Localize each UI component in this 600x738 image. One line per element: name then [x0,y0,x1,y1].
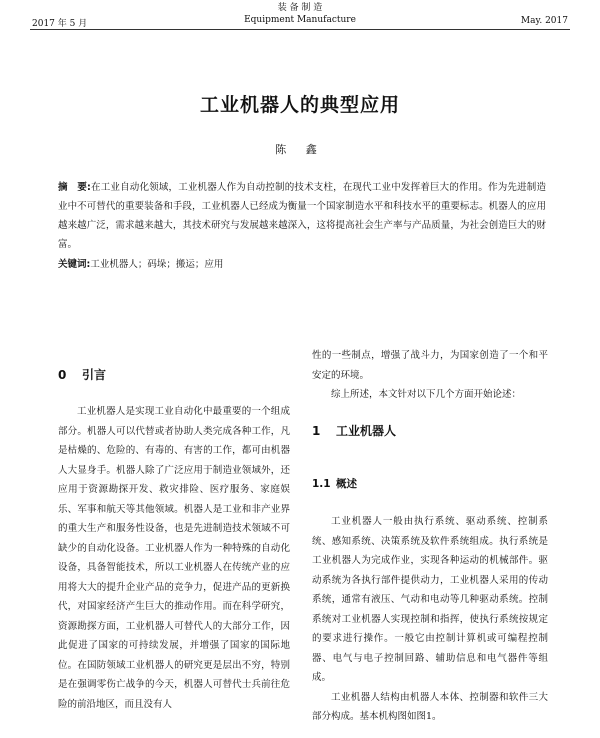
journal-header-center [0,2,600,26]
paragraph: 工业机器人是实现工业自动化中最重要的一个组成部分。机器人可以代替或者协助人类完成各种工作，凡是枯燥的、危险的、有毒的、有害的工作，都可由机器人大显身手。机器人除了广泛应用于制造业领域外，还应用于资源勘探开发、救灾排险、医疗服务、家庭娱乐、军事和航天等其他领域。机器人是工业和非产业界的重大生产和服务性设备，也是先进制造技术领域不可缺少的自动化设备。工业机器人作为一种特殊的自动化设备，具备智能技术，所以工业机器人在传统产业的应用将大大的提升企业产品的竞争力，促进产品的更新换代，对国家经济产生巨大的推动作用。而在科学研究，资源勘探方面，工业机器人可替代人的大部分工作，因此促进了国家的可持续发展，并增强了国家的国际地位。在国防领域工业机器人的研究更是层出不穷，特别是在强调零伤亡战争的今天，机器人可替代士兵前往危险的前沿地区，而且没有人 [58,406,290,710]
right-column-body [312,512,548,727]
abstract-label: 摘 要: [58,182,91,193]
issue-date-en: May. 2017 [520,16,568,26]
right-column-top [312,346,548,405]
paper-title: 工业机器人的典型应用 [199,94,400,116]
subsection-title: 概述 [336,478,357,490]
keywords [58,256,546,270]
header-rule [30,29,570,30]
journal-name: 装 备 制 造 [277,3,323,13]
section-heading-intro [58,366,106,383]
keywords-text: 工业机器人；码垛；搬运；应用 [90,259,224,270]
keywords-label: 关键词: [58,259,91,270]
section-heading-robot [312,422,396,439]
section-number: 0 [58,368,67,382]
section-title: 引言 [82,368,107,382]
subsection-number: 1.1 [312,478,331,490]
journal-name-english: Equipment Manufacture [244,15,356,25]
subsection-heading-overview [312,476,357,491]
left-column [58,402,290,714]
abstract-text: 在工业自动化领域，工业机器人作为自动控制的技术支柱，在现代工业中发挥着巨大的作用。作为先进制造业中不可替代的重要装备和手段，工业机器人已经成为衡量一个国家制造水平和科技水平的重要标志。机器人的应用越来越广泛，需求越来越大，其技术研究与发展越来越深入，这将提高社会生产率与产品质量，为社会创造巨大的财富。 [58,182,546,250]
paragraph: 工业机器人结构由机器人本体、控制器和软件三大部分构成。基本机构图如图1。 [312,691,548,722]
paragraph: 综上所述，本文针对以下几个方面开始论述： [331,389,522,400]
section-title: 工业机器人 [336,424,397,438]
author: 陈 鑫 [275,143,325,156]
abstract [58,178,546,254]
section-number: 1 [312,424,321,438]
paragraph: 性的一些制点，增强了战斗力，为国家创造了一个和平安定的环境。 [312,350,548,381]
paragraph: 工业机器人一般由执行系统、驱动系统、控制系统、感知系统、决策系统及软件系统组成。执行系统是工业机器人为完成作业，实现各种运动的机械部件。驱动系统为各执行部件提供动力，工业机器人采用的传动系统，通常有液压、气动和电动等几种驱动系统。控制系统对工业机器人实现控制和指挥，使执行系统按规定的要求进行操作。一般它由控制计算机或可编程控制器、电气与电子控制回路、辅助信息和电气器件等组成。 [312,516,548,683]
issue-date-cn: 2017 年 5 月 [32,19,88,29]
